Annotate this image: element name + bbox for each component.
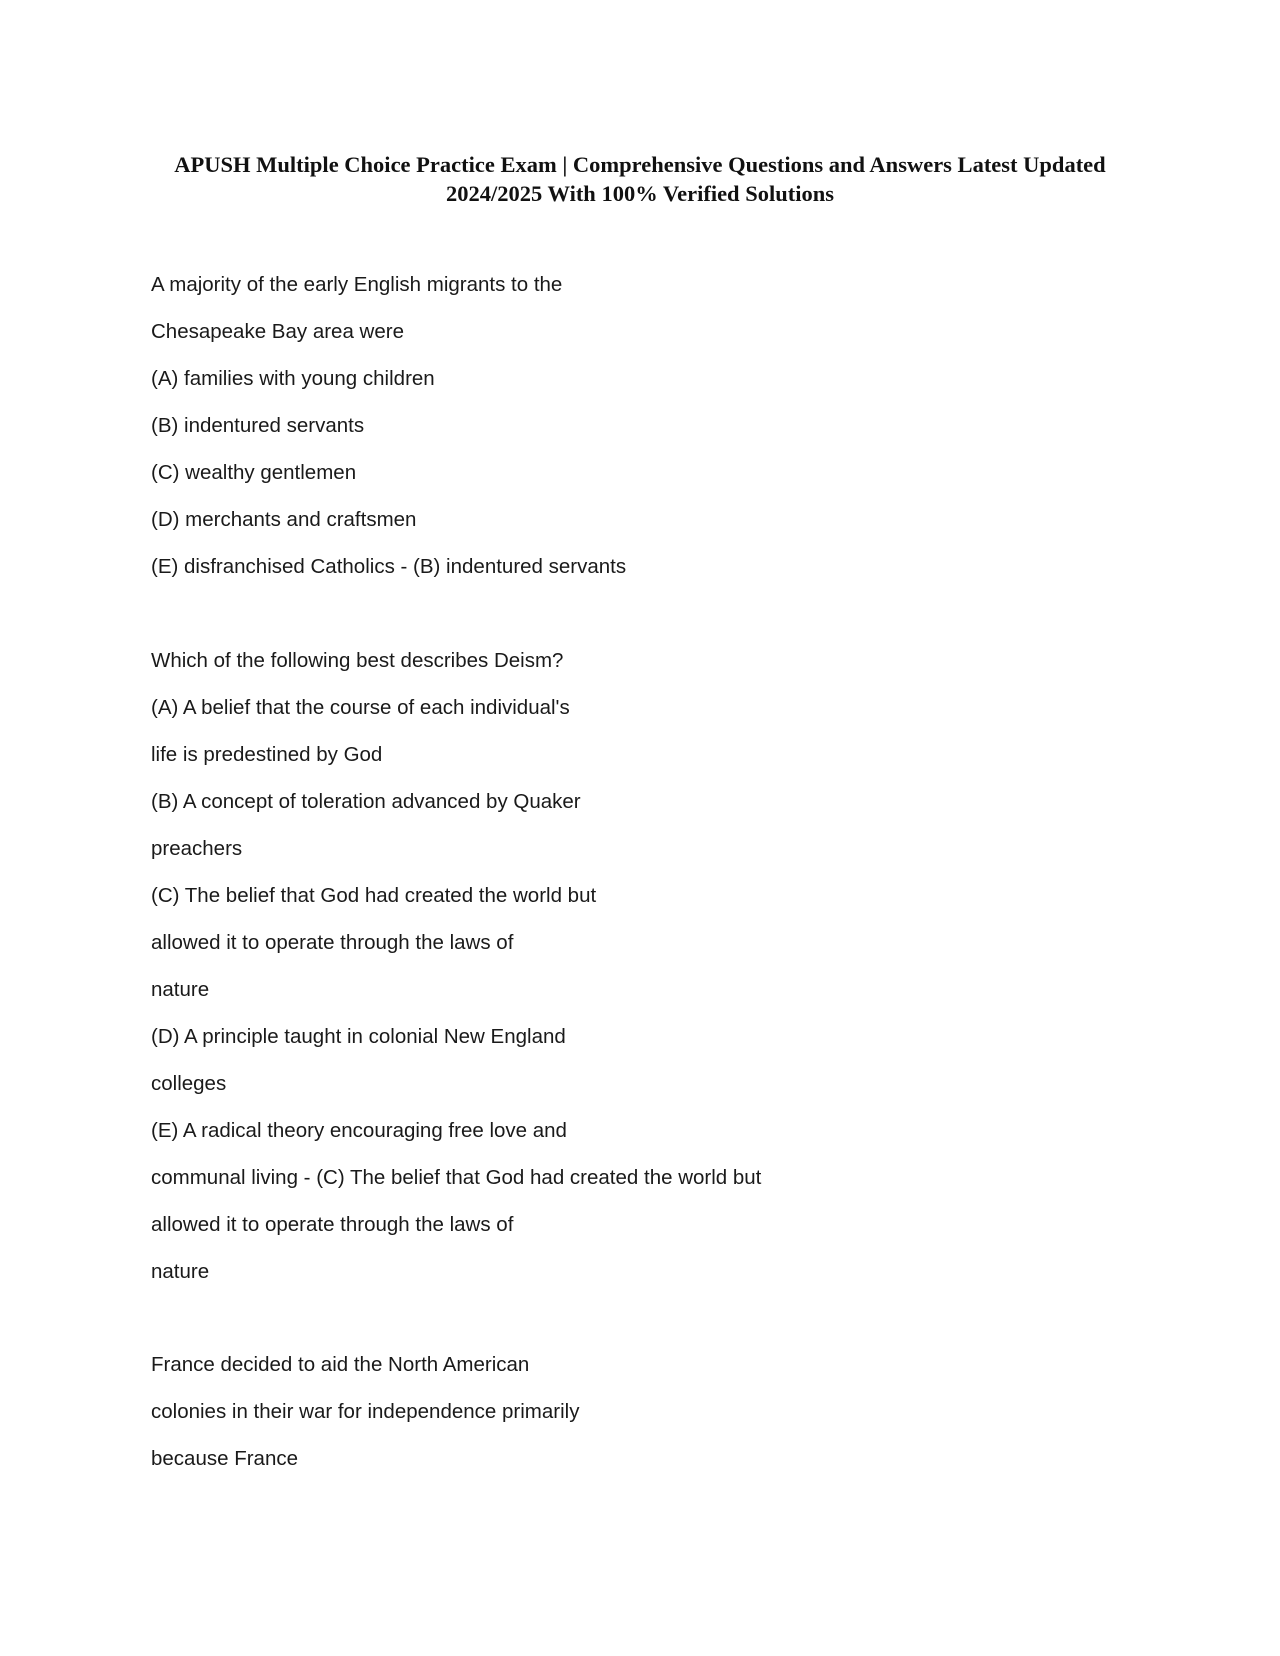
answer-option: (D) A principle taught in colonial New England (151, 1025, 566, 1048)
question-text-line: Which of the following best describes Deism? (151, 649, 564, 672)
answer-option: (A) A belief that the course of each individual's (151, 696, 570, 719)
answer-option: (B) indentured servants (151, 414, 365, 437)
title-line-1: APUSH Multiple Choice Practice Exam | Comprehensive Questions and Answers Latest Updated (174, 152, 1106, 177)
solution-line: allowed it to operate through the laws of (151, 1213, 514, 1236)
answer-option: (E) A radical theory encouraging free love and (151, 1119, 567, 1142)
answer-option: (D) merchants and craftsmen (151, 508, 417, 531)
solution-line: nature (151, 1260, 210, 1283)
answer-option: colleges (151, 1072, 227, 1095)
question-text-line: colonies in their war for independence primarily (151, 1400, 580, 1423)
title-line-2: 2024/2025 With 100% Verified Solutions (446, 181, 834, 206)
answer-option: (B) A concept of toleration advanced by Quaker (151, 790, 581, 813)
document-title (120, 150, 1160, 208)
answer-option: nature (151, 978, 210, 1001)
answer-option: life is predestined by God (151, 743, 383, 766)
answer-option-with-solution: (E) disfranchised Catholics - (B) indentured servants (151, 555, 627, 578)
answer-option: (A) families with young children (151, 367, 435, 390)
answer-option: allowed it to operate through the laws of (151, 931, 514, 954)
answer-option: (C) wealthy gentlemen (151, 461, 357, 484)
question-text-line: Chesapeake Bay area were (151, 320, 404, 343)
answer-option-with-solution: communal living - (C) The belief that God had created the world but (151, 1166, 762, 1189)
answer-option: preachers (151, 837, 243, 860)
question-text-line: France decided to aid the North American (151, 1353, 530, 1376)
question-text-line: because France (151, 1447, 299, 1470)
question-text-line: A majority of the early English migrants to the (151, 273, 563, 296)
answer-option: (C) The belief that God had created the world but (151, 884, 597, 907)
